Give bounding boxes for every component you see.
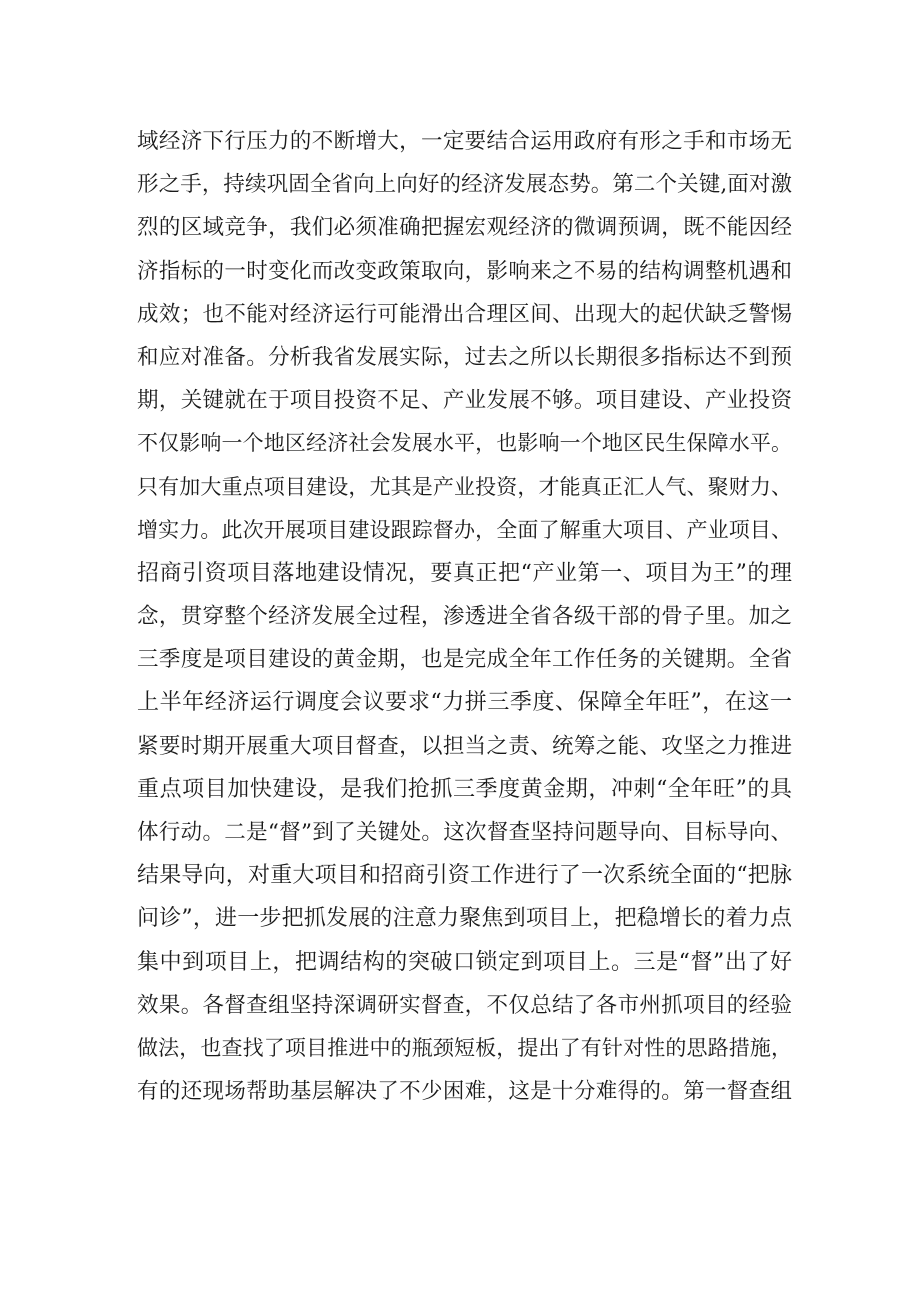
text-line: 和应对准备。分析我省发展实际，过去之所以长期很多指标达不到预 <box>137 344 792 370</box>
text-line: 三季度是项目建设的黄金期，也是完成全年工作任务的关键期。全省 <box>137 647 792 673</box>
text-line: 上半年经济运行调度会议要求“力拼三季度、保障全年旺”，在这一 <box>137 690 792 716</box>
text-line: 招商引资项目落地建设情况，要真正把“产业第一、项目为王”的理 <box>137 560 792 586</box>
text-line: 结果导向，对重大项目和招商引资工作进行了一次系统全面的“把脉 <box>137 863 792 889</box>
text-line: 重点项目加快建设，是我们抢抓三季度黄金期，冲刺“全年旺”的具 <box>137 776 792 802</box>
text-line: 集中到项目上，把调结构的突破口锁定到项目上。三是“督”出了好 <box>137 949 792 975</box>
text-line: 增实力。此次开展项目建设跟踪督办，全面了解重大项目、产业项目、 <box>137 517 792 542</box>
text-line: 域经济下行压力的不断增大，一定要结合运用政府有形之手和市场无 <box>137 129 792 154</box>
text-line: 不仅影响一个地区经济社会发展水平，也影响一个地区民生保障水平。 <box>137 431 792 456</box>
body-paragraph <box>137 120 792 1113</box>
text-line: 问诊”，进一步把抓发展的注意力聚焦到项目上，把稳增长的着力点 <box>137 906 792 932</box>
text-line: 济指标的一时变化而改变政策取向，影响来之不易的结构调整机遇和 <box>137 258 792 284</box>
text-line: 紧要时期开展重大项目督查，以担当之责、统筹之能、攻坚之力推进 <box>137 733 792 759</box>
text-line: 只有加大重点项目建设，尤其是产业投资，才能真正汇人气、聚财力、 <box>137 474 792 499</box>
text-line: 烈的区域竞争，我们必须准确把握宏观经济的微调预调，既不能因经 <box>137 215 792 241</box>
text-line: 念，贯穿整个经济发展全过程，渗透进全省各级干部的骨子里。加之 <box>137 604 792 630</box>
text-line: 效果。各督查组坚持深调研实督查，不仅总结了各市州抓项目的经验 <box>137 992 792 1018</box>
text-line: 期，关键就在于项目投资不足、产业发展不够。项目建设、产业投资 <box>137 388 792 414</box>
text-line: 成效；也不能对经济运行可能滑出合理区间、出现大的起伏缺乏警惕 <box>137 301 792 327</box>
text-line: 做法，也查找了项目推进中的瓶颈短板，提出了有针对性的思路措施， <box>137 1035 792 1060</box>
text-line: 有的还现场帮助基层解决了不少困难，这是十分难得的。第一督查组 <box>137 1079 792 1105</box>
text-line: 形之手，持续巩固全省向上向好的经济发展态势。第二个关键,面对激 <box>137 172 792 198</box>
text-line: 体行动。二是“督”到了关键处。这次督查坚持问题导向、目标导向、 <box>137 820 792 845</box>
